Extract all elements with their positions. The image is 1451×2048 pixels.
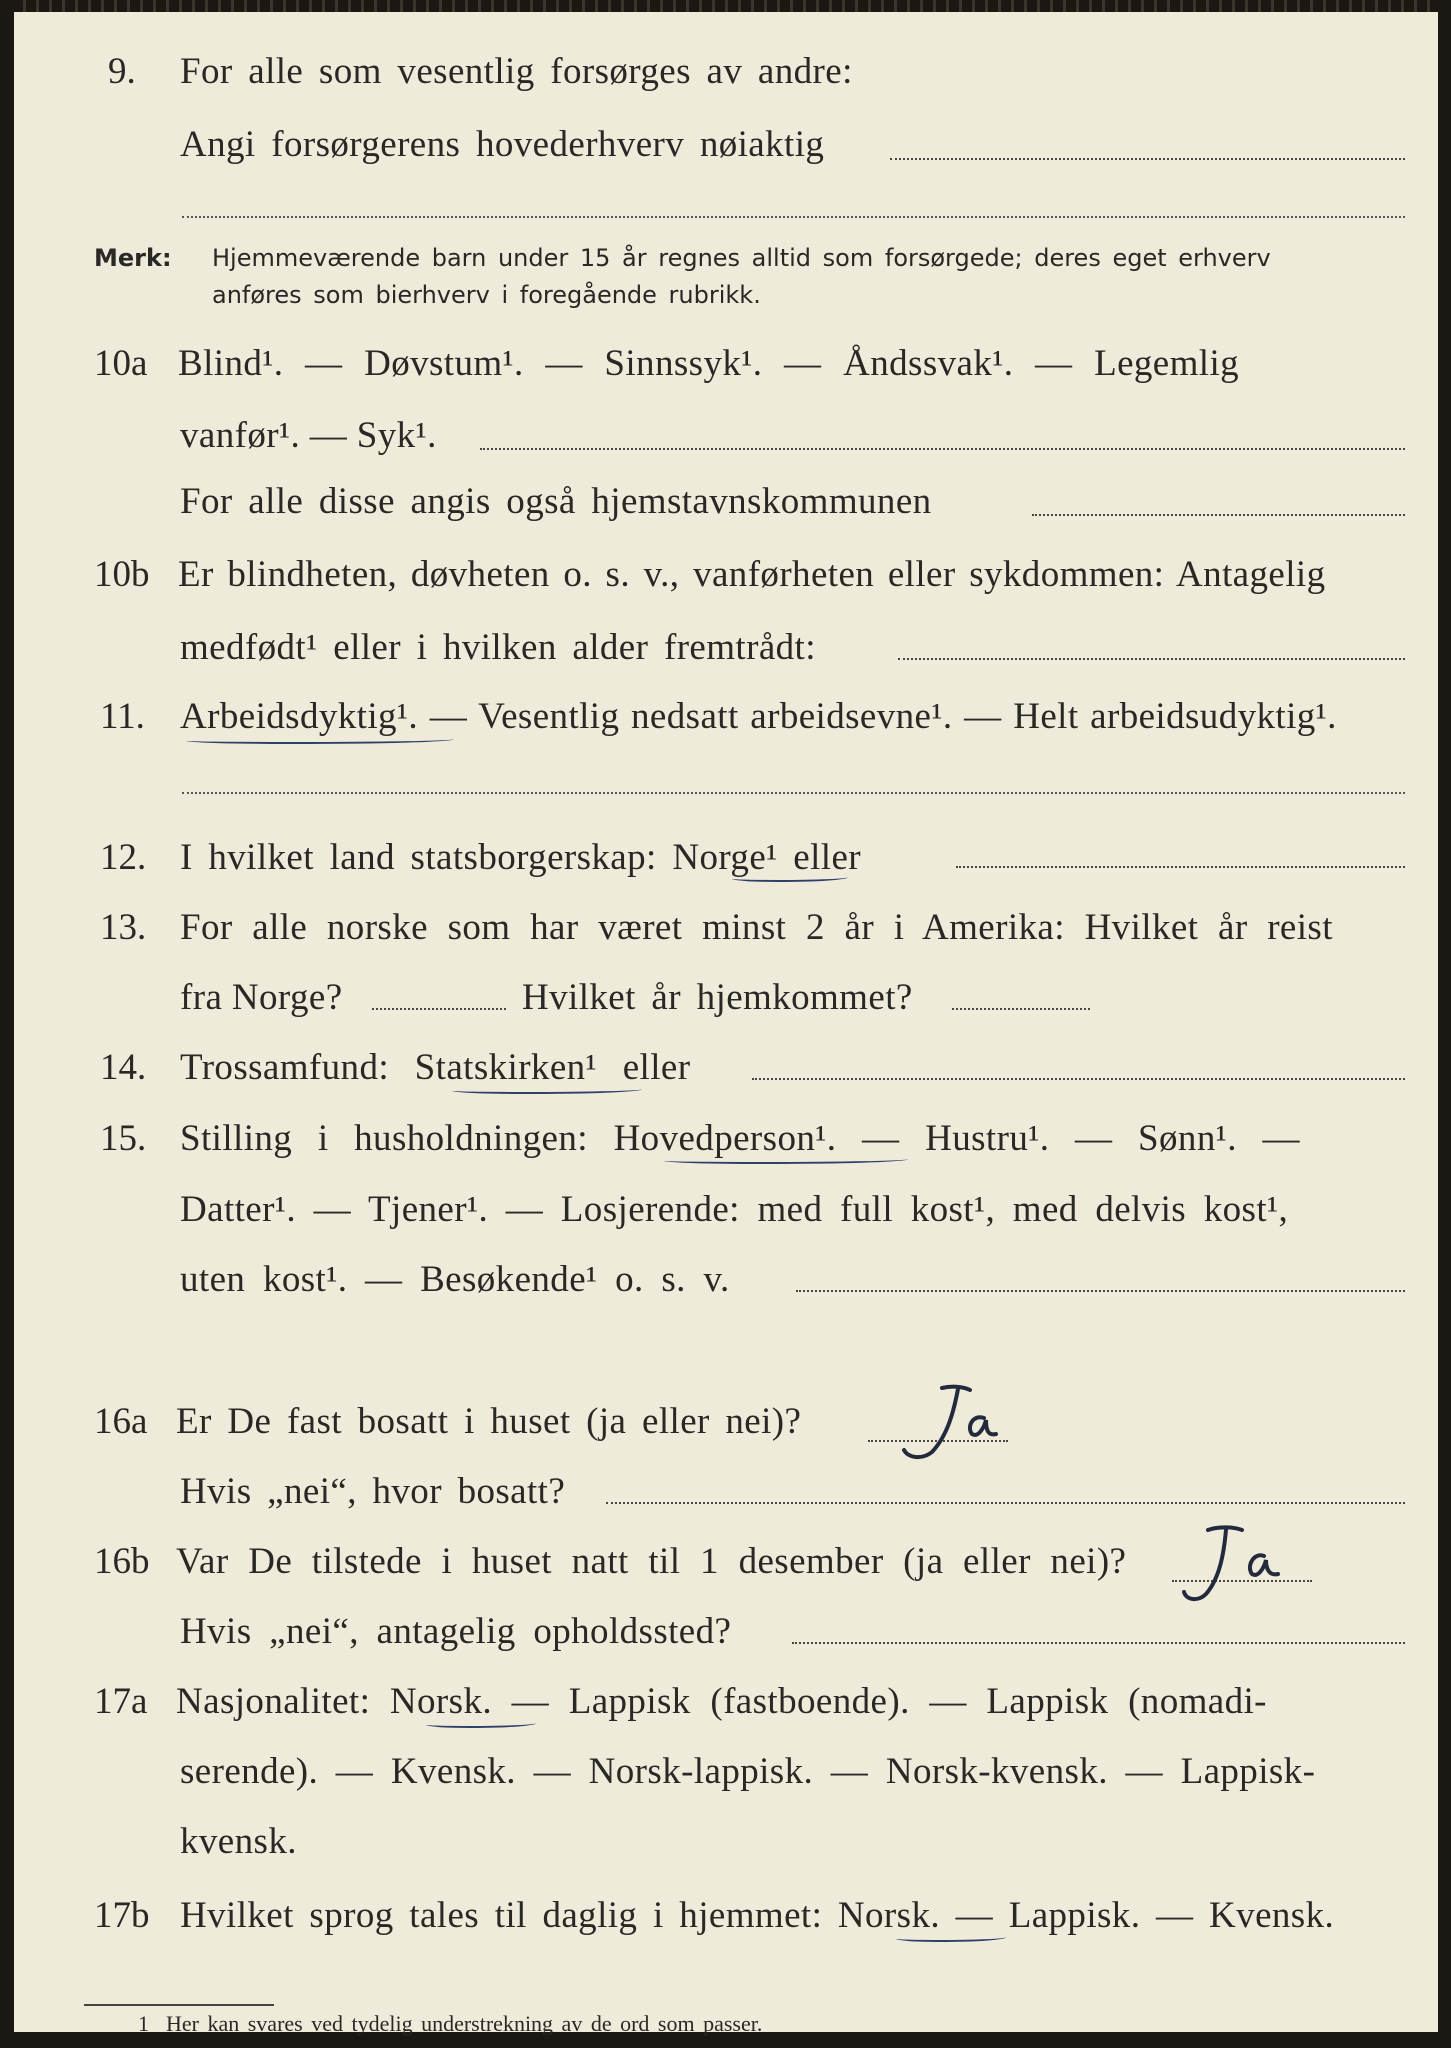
q14-answer-field[interactable]	[752, 1078, 1405, 1080]
q16a-bosatt-field[interactable]	[606, 1502, 1405, 1504]
q15-text-line3: uten kost¹. — Besøkende¹ o. s. v.	[180, 1259, 730, 1300]
q9-answer-field[interactable]	[890, 158, 1405, 160]
q16b-text-line1: Var De tilstede i huset natt til 1 desember (ja eller nei)?	[176, 1541, 1127, 1582]
q15-answer-field[interactable]	[796, 1290, 1405, 1292]
q16a-handwritten-answer	[880, 1380, 1020, 1470]
q15-number: 15.	[100, 1118, 147, 1159]
q17b-number: 17b	[94, 1895, 150, 1936]
q13-text-line2b: Hvilket år hjemkommet?	[522, 977, 913, 1018]
q16b-opholdssted-field[interactable]	[792, 1642, 1405, 1644]
q10b-text-line1: Er blindheten, døvheten o. s. v., vanførheten eller sykdommen: Antagelig	[178, 554, 1326, 595]
footnote-mark: 1	[138, 2011, 149, 2036]
q16b-number: 16b	[94, 1541, 150, 1582]
q13-number: 13.	[100, 907, 147, 948]
q10b-text-line2: medfødt¹ eller i hvilken alder fremtrådt:	[180, 627, 816, 668]
q16a-text-line1: Er De fast bosatt i huset (ja eller nei)?	[176, 1401, 802, 1442]
q13-text-line2a: fra Norge?	[180, 977, 343, 1018]
scan-edge-right	[1438, 0, 1451, 2048]
q17a-number: 17a	[94, 1681, 148, 1722]
footnote-rule	[84, 2004, 274, 2006]
q10a-text-line1: Blind¹. — Døvstum¹. — Sinnssyk¹. — Åndssvak¹. — Legemlig	[178, 343, 1240, 384]
q17a-text-line1: Nasjonalitet: Norsk. — Lappisk (fastboende). — Lappisk (nomadi-	[176, 1681, 1267, 1722]
q11-text-line1: Arbeidsdyktig¹. — Vesentlig nedsatt arbeidsevne¹. — Helt arbeidsudyktig¹.	[180, 696, 1337, 737]
q12-answer-field[interactable]	[956, 866, 1405, 868]
q16a-text-line2: Hvis „nei“, hvor bosatt?	[180, 1471, 566, 1512]
merk-text-line2: anføres som bierhverv i foregående rubrikk.	[212, 281, 761, 309]
paper-sheet	[14, 12, 1438, 2032]
q11-number: 11.	[100, 696, 145, 737]
q10a-number: 10a	[94, 343, 148, 384]
scan-edge-left	[0, 0, 14, 2048]
q12-text-line1: I hvilket land statsborgerskap: Norge¹ eller	[180, 837, 862, 878]
q16b-handwritten-answer	[1176, 1522, 1316, 1612]
q16b-text-line2: Hvis „nei“, antagelig opholdssted?	[180, 1611, 732, 1652]
q11-answer-field[interactable]	[182, 792, 1405, 794]
q9-answer-field-2[interactable]	[182, 216, 1405, 218]
q13-text-line1: For alle norske som har været minst 2 år i Amerika: Hvilket år reist	[180, 907, 1333, 948]
q10b-answer-field[interactable]	[898, 658, 1405, 660]
q10a-answer-field[interactable]	[480, 448, 1405, 450]
q9-number: 9.	[108, 51, 136, 92]
q9-text-line1: For alle som vesentlig forsørges av andre:	[180, 51, 853, 92]
q10b-number: 10b	[94, 554, 150, 595]
q12-number: 12.	[100, 837, 147, 878]
q13-reist-field[interactable]	[372, 1008, 506, 1010]
q10a-hjemstavn-field[interactable]	[1032, 514, 1405, 516]
q10a-text-line3: For alle disse angis også hjemstavnskommunen	[180, 481, 932, 522]
footnote-text: Her kan svares ved tydelig understrekning av de ord som passer.	[166, 2011, 763, 2036]
q17a-text-line3: kvensk.	[180, 1821, 297, 1862]
q15-text-line2: Datter¹. — Tjener¹. — Losjerende: med full kost¹, med delvis kost¹,	[180, 1189, 1289, 1230]
q14-number: 14.	[100, 1047, 147, 1088]
scan-edge-top	[0, 0, 1451, 12]
q15-text-line1: Stilling i husholdningen: Hovedperson¹. — Hustru¹. — Sønn¹. —	[180, 1118, 1300, 1159]
merk-text-line1: Hjemmeværende barn under 15 år regnes alltid som forsørgede; deres eget erhverv	[212, 244, 1271, 272]
q14-text-line1: Trossamfund: Statskirken¹ eller	[180, 1047, 691, 1088]
q13-hjemkommet-field[interactable]	[952, 1008, 1090, 1010]
q10a-text-line2: vanfør¹. — Syk¹.	[180, 415, 437, 456]
q9-text-line2: Angi forsørgerens hovederhverv nøiaktig	[180, 124, 825, 165]
q17b-text-line1: Hvilket sprog tales til daglig i hjemmet: Norsk. — Lappisk. — Kvensk.	[180, 1895, 1335, 1936]
q16a-number: 16a	[94, 1401, 148, 1442]
merk-label: Merk:	[94, 244, 172, 272]
q17a-text-line2: serende). — Kvensk. — Norsk-lappisk. — Norsk-kvensk. — Lappisk-	[180, 1751, 1316, 1792]
